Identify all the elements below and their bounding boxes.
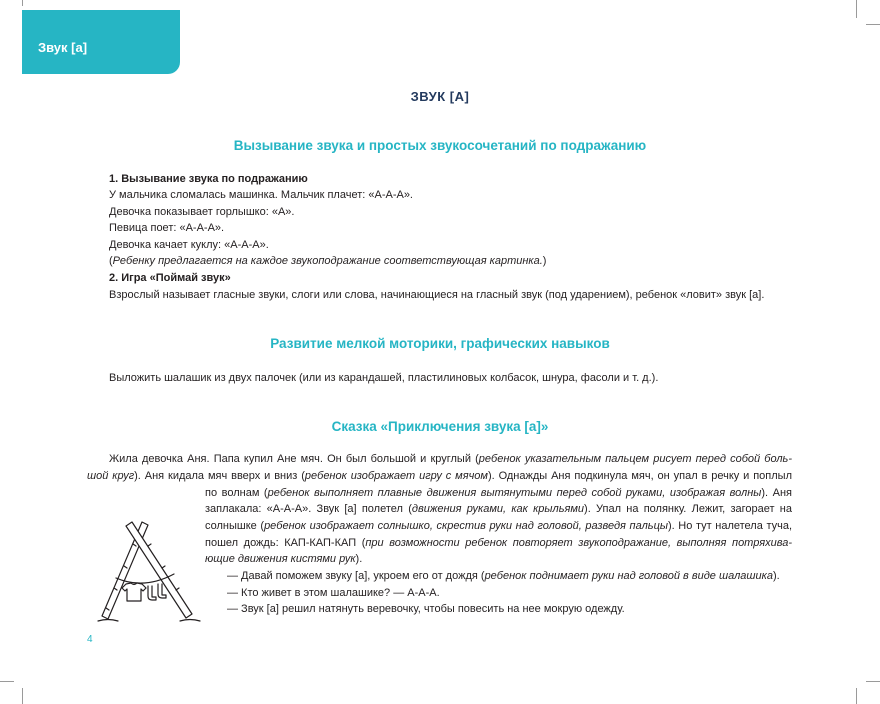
crop-mark-bottom-right-v	[856, 688, 857, 704]
item1-heading: 1. Вызывание звука по подражанию	[109, 173, 308, 185]
section-title-fairy-tale: Сказка «Приключения звука [а]»	[331, 419, 549, 434]
crop-mark-right-tick	[866, 24, 880, 25]
tale-line: по волнам (ребенок выполняет плавные движения вытянутыми перед собой руками, изображая волны). Аня	[205, 487, 793, 499]
tale-line: ющие движения кистями рук).	[205, 553, 363, 565]
section-title-motor-skills: Развитие мелкой моторики, графических навыков	[270, 336, 610, 351]
section-title-imitation: Вызывание звука и простых звукосочетаний по подражанию	[233, 138, 647, 153]
tale-line: пошел дождь: КАП-КАП-КАП (при возможности ребенок повторяет звукоподражание, выполняя потряхива-	[205, 537, 792, 549]
tale-line: заплакала: «А-А-А». Звук [а] полетел (движения руками, как крыльями). Упал на полянку. Лежит, загорает на	[205, 503, 792, 515]
item2-text: Взрослый называет гласные звуки, слоги или слова, начинающиеся на гласный звук (под ударением), ребенок «ловит» звук [а].	[109, 289, 765, 301]
crop-mark-top-left	[22, 0, 23, 6]
header-tab-label: Звук [а]	[38, 40, 88, 55]
dialogue-line: — Звук [а] решил натянуть веревочку, чтобы повесить на нее мокрую одежду.	[227, 603, 625, 615]
motor-skills-text: Выложить шалашик из двух палочек (или из карандашей, пластилиновых колбасок, шнура, фасоли и т. д.).	[109, 372, 659, 384]
tale-line: Жила девочка Аня. Папа купил Ане мяч. Он был большой и круглый (ребенок указательным пальцем рисует перед собой боль-	[109, 453, 792, 465]
picture-note: (Ребенку предлагается на каждое звукоподражание соответствующая картинка.)	[109, 255, 547, 267]
tale-line: шой круг). Аня кидала мяч вверх и вниз (ребенок изображает игру с мячом). Однажды Аня подкинула мяч, он упал в речку и поплыл	[87, 470, 793, 482]
page-number: 4	[87, 634, 93, 645]
item2-heading: 2. Игра «Поймай звук»	[109, 272, 231, 284]
crop-mark-top-right	[856, 0, 857, 18]
crop-mark-bottom-left-h	[0, 681, 14, 682]
text-line: Девочка качает куклу: «А-А-А».	[109, 239, 269, 251]
crop-mark-bottom-right-h	[866, 681, 880, 682]
page-title: ЗВУК [А]	[410, 89, 470, 104]
text-line: У мальчика сломалась машинка. Мальчик плачет: «А-А-А».	[109, 189, 413, 201]
text-line: Певица поет: «А-А-А».	[109, 222, 225, 234]
tale-line: солнышке (ребенок изображает солнышко, скрестив руки над головой, разведя пальцы). Но тут налетела туча,	[205, 520, 793, 532]
dialogue-line: — Давай поможем звуку [а], укроем его от дождя (ребенок поднимает руки над головой в виде шалашика).	[227, 570, 780, 582]
text-line: Девочка показывает горлышко: «А».	[109, 206, 295, 218]
crop-mark-bottom-left-v	[22, 688, 23, 704]
dialogue-line: — Кто живет в этом шалашике? — А-А-А.	[227, 587, 440, 599]
hut-sticks-illustration	[96, 516, 204, 624]
